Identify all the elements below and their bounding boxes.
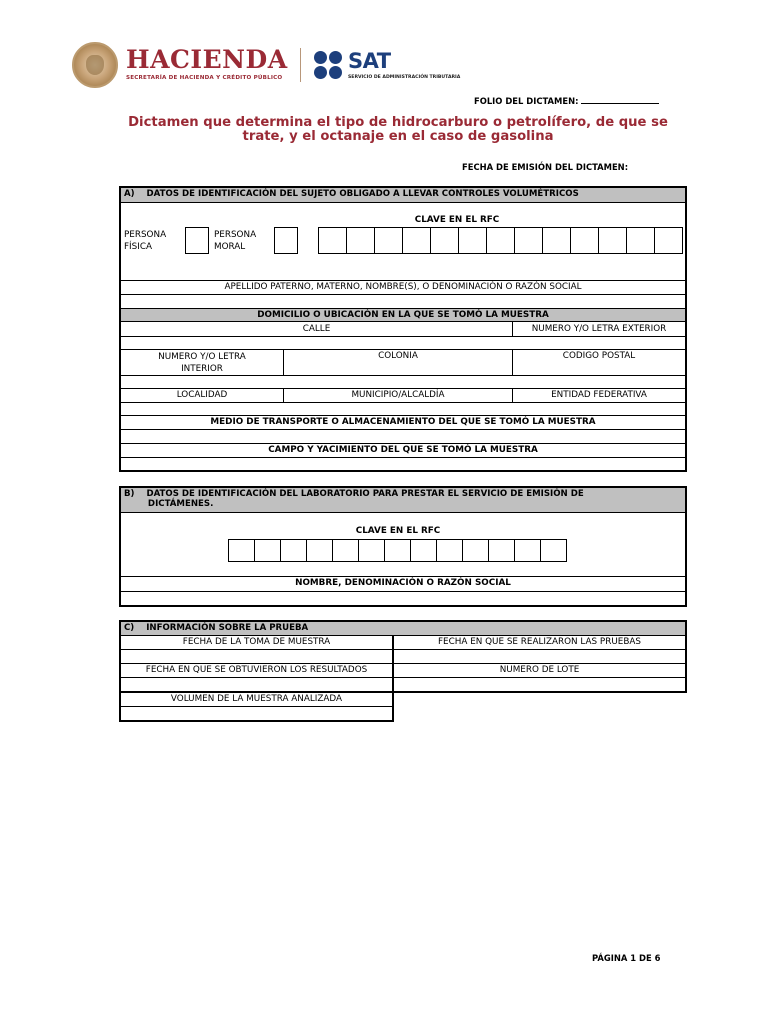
section-b-rfc-label: CLAVE EN EL RFC bbox=[355, 526, 441, 536]
divider bbox=[121, 336, 685, 337]
divider bbox=[121, 415, 685, 416]
divider bbox=[121, 443, 685, 444]
divider bbox=[121, 349, 685, 350]
rfc-char-box[interactable] bbox=[514, 227, 543, 254]
persona-fisica-checkbox[interactable] bbox=[185, 227, 209, 254]
campo-label: CAMPO Y YACIMIENTO DEL QUE SE TOMÓ LA MUESTRA bbox=[268, 445, 538, 455]
divider bbox=[121, 635, 685, 636]
divider bbox=[121, 663, 685, 664]
logo-divider bbox=[300, 48, 301, 82]
folio-blank-line[interactable] bbox=[581, 103, 659, 104]
header-logos bbox=[72, 42, 472, 88]
rfc-char-box[interactable] bbox=[318, 227, 347, 254]
divider bbox=[121, 512, 685, 513]
entidad-label: ENTIDAD FEDERATIVA bbox=[551, 390, 647, 400]
rfc-char-box[interactable] bbox=[374, 227, 403, 254]
divider bbox=[512, 388, 513, 403]
divider bbox=[121, 202, 685, 203]
rfc-char-box[interactable] bbox=[402, 227, 431, 254]
divider bbox=[121, 706, 392, 707]
rfc-char-box[interactable] bbox=[542, 227, 571, 254]
rfc-char-box[interactable] bbox=[358, 539, 385, 562]
divider bbox=[121, 321, 685, 322]
rfc-char-box[interactable] bbox=[430, 227, 459, 254]
divider bbox=[283, 388, 284, 403]
divider bbox=[121, 375, 685, 376]
folio-label: FOLIO DEL DICTAMEN: bbox=[474, 96, 579, 106]
sat-dots-icon bbox=[314, 51, 344, 81]
divider bbox=[121, 591, 685, 592]
fecha-toma-label: FECHA DE LA TOMA DE MUESTRA bbox=[182, 637, 331, 647]
localidad-label: LOCALIDAD bbox=[176, 390, 228, 400]
hacienda-logo-subtitle: SECRETARÍA DE HACIENDA Y CRÉDITO PÚBLICO bbox=[126, 75, 283, 81]
rfc-char-box[interactable] bbox=[332, 539, 359, 562]
document-title: Dictamen que determina el tipo de hidrocarburo o petrolífero, de que se trate, y el octanaje en el caso de gasolina bbox=[128, 115, 668, 144]
folio-field bbox=[474, 96, 659, 106]
fecha-emision-label: FECHA DE EMISIÓN DEL DICTAMEN: bbox=[462, 162, 629, 172]
mexico-seal-icon bbox=[72, 42, 118, 88]
divider bbox=[121, 388, 685, 389]
persona-moral-label: PERSONA MORAL bbox=[214, 230, 257, 252]
rfc-char-box[interactable] bbox=[462, 539, 489, 562]
divider bbox=[283, 349, 284, 376]
num-interior-label: NUMERO Y/O LETRA INTERIOR bbox=[158, 352, 246, 374]
rfc-char-box[interactable] bbox=[514, 539, 541, 562]
codigo-postal-label: CODIGO POSTAL bbox=[562, 351, 636, 361]
section-a-rfc-label: CLAVE EN EL RFC bbox=[414, 215, 500, 225]
page-number: PÁGINA 1 DE 6 bbox=[592, 953, 661, 963]
rfc-char-box[interactable] bbox=[254, 539, 281, 562]
divider bbox=[121, 280, 685, 281]
rfc-char-box[interactable] bbox=[626, 227, 655, 254]
rfc-char-box[interactable] bbox=[654, 227, 683, 254]
rfc-char-box[interactable] bbox=[384, 539, 411, 562]
num-exterior-label: NUMERO Y/O LETRA EXTERIOR bbox=[531, 324, 667, 334]
sat-logo-subtitle: SERVICIO DE ADMINISTRACIÓN TRIBUTARIA bbox=[348, 75, 461, 80]
divider bbox=[121, 402, 685, 403]
rfc-char-box[interactable] bbox=[306, 539, 333, 562]
volumen-label: VOLUMEN DE LA MUESTRA ANALIZADA bbox=[170, 694, 343, 704]
divider bbox=[512, 321, 513, 337]
rfc-char-box[interactable] bbox=[598, 227, 627, 254]
laboratorio-name-label: NOMBRE, DENOMINACIÓN O RAZÓN SOCIAL bbox=[295, 578, 511, 588]
medio-transporte-label: MEDIO DE TRANSPORTE O ALMACENAMIENTO DEL QUE SE TOMÓ LA MUESTRA bbox=[210, 417, 596, 427]
rfc-char-box[interactable] bbox=[280, 539, 307, 562]
divider bbox=[121, 457, 685, 458]
domicilio-heading: DOMICILIO O UBICACIÓN EN LA QUE SE TOMÓ LA MUESTRA bbox=[257, 310, 549, 320]
persona-moral-checkbox[interactable] bbox=[274, 227, 298, 254]
divider bbox=[121, 294, 685, 295]
municipio-label: MUNICIPIO/ALCALDÍA bbox=[351, 390, 445, 400]
section-a-heading: A) DATOS DE IDENTIFICACIÓN DEL SUJETO OBLIGADO A LLEVAR CONTROLES VOLUMÉTRICOS bbox=[124, 189, 579, 199]
calle-label: CALLE bbox=[302, 324, 331, 334]
rfc-char-box[interactable] bbox=[570, 227, 599, 254]
name-label: APELLIDO PATERNO, MATERNO, NOMBRE(S), O DENOMINACIÓN O RAZÓN SOCIAL bbox=[224, 282, 582, 292]
fecha-pruebas-label: FECHA EN QUE SE REALIZARON LAS PRUEBAS bbox=[438, 637, 641, 647]
rfc-char-box[interactable] bbox=[486, 227, 515, 254]
rfc-char-box[interactable] bbox=[540, 539, 567, 562]
fecha-resultados-label: FECHA EN QUE SE OBTUVIERON LOS RESULTADOS bbox=[145, 665, 368, 675]
divider bbox=[121, 429, 685, 430]
rfc-char-box[interactable] bbox=[410, 539, 437, 562]
sat-logo-text: SAT bbox=[348, 49, 391, 73]
rfc-char-box[interactable] bbox=[458, 227, 487, 254]
rfc-char-box[interactable] bbox=[436, 539, 463, 562]
colonia-label: COLONIA bbox=[378, 351, 418, 361]
section-c-heading: C) INFORMACIÓN SOBRE LA PRUEBA bbox=[124, 623, 309, 633]
rfc-char-box[interactable] bbox=[228, 539, 255, 562]
divider bbox=[121, 576, 685, 577]
divider bbox=[121, 649, 685, 650]
numero-lote-label: NUMERO DE LOTE bbox=[499, 665, 580, 675]
hacienda-logo-text: HACIENDA bbox=[126, 45, 288, 74]
persona-fisica-label: PERSONA FÍSICA bbox=[124, 230, 167, 252]
rfc-char-box[interactable] bbox=[488, 539, 515, 562]
section-b-heading: B) DATOS DE IDENTIFICACIÓN DEL LABORATORIO PARA PRESTAR EL SERVICIO DE EMISIÓN DE DICTÁMENES. bbox=[124, 489, 584, 509]
rfc-char-box[interactable] bbox=[346, 227, 375, 254]
divider bbox=[512, 349, 513, 376]
divider bbox=[121, 677, 685, 678]
